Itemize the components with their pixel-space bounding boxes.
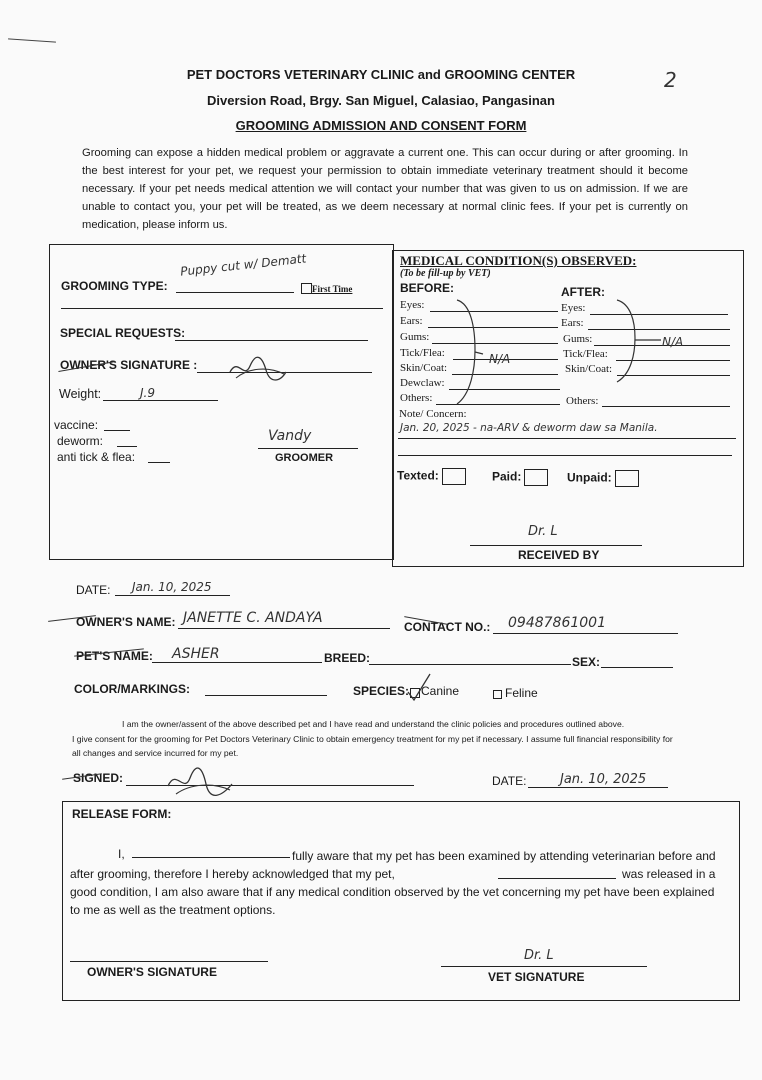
- release-i-label: I,: [118, 847, 125, 861]
- owner-name-label: OWNER'S NAME:: [76, 615, 176, 629]
- canine-label: Canine: [421, 684, 460, 698]
- date-value: Jan. 10, 2025: [132, 580, 212, 594]
- before-tickflea: Tick/Flea:: [400, 347, 445, 359]
- consent-line-2: I give consent for the grooming for Pet Doctors Veterinary Clinic to obtain emergency treatment for my pet if necessary. I assume full financial responsibility for all changes and service incurred for my pet.: [72, 734, 673, 758]
- deworm-label: deworm:: [57, 434, 104, 448]
- special-requests-field[interactable]: [175, 340, 368, 341]
- before-ears: Ears:: [400, 315, 423, 327]
- received-line[interactable]: [470, 545, 642, 546]
- clinic-address: Diversion Road, Brgy. San Miguel, Calasiao, Pangasinan: [207, 93, 555, 108]
- color-label: COLOR/MARKINGS:: [74, 682, 190, 696]
- first-time-label: First Time: [312, 284, 353, 294]
- clinic-name: PET DOCTORS VETERINARY CLINIC and GROOMING CENTER: [186, 67, 576, 82]
- vaccine-field[interactable]: [104, 430, 130, 431]
- after-others: Others:: [566, 395, 599, 407]
- note-label: Note/ Concern:: [399, 408, 467, 420]
- contact-field[interactable]: [493, 633, 678, 634]
- groomer-name: Vandy: [268, 428, 312, 444]
- grooming-type-value: Puppy cut w/ Dematt: [179, 251, 307, 279]
- received-name: Dr. L: [528, 524, 558, 539]
- note-value: Jan. 20, 2025 - na-ARV & deworm daw sa Manila.: [400, 422, 658, 434]
- owner-signature-label: OWNER'S SIGNATURE :: [60, 358, 198, 372]
- species-label: SPECIES:: [353, 684, 410, 698]
- vaccine-label: vaccine:: [54, 418, 99, 432]
- vet-sig-line[interactable]: [441, 966, 647, 967]
- after-others-field[interactable]: [602, 406, 730, 407]
- antitick-label: anti tick & flea:: [57, 450, 136, 464]
- sex-label: SEX:: [572, 655, 601, 669]
- groomer-label: GROOMER: [275, 452, 334, 464]
- corner-mark: 2: [664, 68, 677, 92]
- color-field[interactable]: [205, 695, 327, 696]
- texted-label: Texted:: [397, 468, 466, 485]
- breed-label: BREED:: [324, 651, 371, 665]
- weight-field[interactable]: [103, 400, 218, 401]
- weight-label: Weight:: [59, 387, 102, 401]
- antitick-field[interactable]: [148, 462, 170, 463]
- medical-title: MEDICAL CONDITION(S) OBSERVED:: [400, 253, 637, 268]
- feline-checkbox[interactable]: [493, 690, 502, 699]
- before-gums: Gums:: [400, 331, 430, 343]
- date2-value: Jan. 10, 2025: [560, 772, 647, 787]
- owner-sig-label: OWNER'S SIGNATURE: [87, 965, 217, 979]
- release-text-2: was released in a good condition, I am also aware that if any medical condition observed by the vet concerning my pet have been explained to me as well as the treatment options.: [70, 867, 716, 917]
- note-line-1[interactable]: [398, 438, 736, 439]
- before-gums-field[interactable]: [432, 343, 558, 344]
- before-others: Others:: [400, 392, 433, 404]
- release-text-1: fully aware that my pet has been examined by attending veterinarian before and after grooming, therefore I hereby acknowledged that my pet,: [70, 849, 716, 881]
- owner-name-field[interactable]: [178, 628, 390, 629]
- after-bracket: [615, 298, 665, 384]
- after-ears: Ears:: [561, 317, 584, 329]
- date-label: DATE:: [76, 583, 111, 597]
- before-bracket: [455, 298, 485, 408]
- consent-line-1: I am the owner/assent of the above described pet and I have read and understand the clinic policies and procedures outlined above.: [122, 719, 625, 729]
- texted-checkbox[interactable]: [442, 468, 466, 485]
- after-gums: Gums:: [563, 333, 593, 345]
- deworm-field[interactable]: [117, 446, 137, 447]
- feline-label: Feline: [505, 686, 538, 700]
- before-eyes-field[interactable]: [430, 311, 558, 312]
- special-requests-label: SPECIAL REQUESTS:: [60, 326, 186, 340]
- after-tickflea: Tick/Flea:: [563, 348, 608, 360]
- unpaid-checkbox[interactable]: [615, 470, 639, 487]
- grooming-type-label: GROOMING TYPE:: [61, 279, 168, 293]
- before-dewclaw: Dewclaw:: [400, 377, 445, 389]
- contact-label: CONTACT NO.:: [404, 620, 491, 634]
- owner-name-value: JANETTE C. ANDAYA: [183, 610, 323, 626]
- release-title: RELEASE FORM:: [72, 807, 172, 821]
- form-title: GROOMING ADMISSION AND CONSENT FORM: [235, 118, 527, 133]
- before-skincoat: Skin/Coat:: [400, 362, 448, 374]
- before-value: N/A: [489, 352, 511, 366]
- date2-field[interactable]: [528, 787, 668, 788]
- signed-signature-mark: [166, 762, 236, 802]
- after-label: AFTER:: [561, 285, 605, 299]
- after-skincoat: Skin/Coat:: [565, 363, 613, 375]
- vet-name: Dr. L: [524, 948, 554, 963]
- note-line-2[interactable]: [398, 455, 732, 456]
- first-time-checkbox[interactable]: [301, 283, 312, 294]
- pet-name-label: PET'S NAME:: [76, 649, 153, 663]
- sex-field[interactable]: [601, 667, 673, 668]
- before-eyes: Eyes:: [400, 299, 425, 311]
- contact-value: 09487861001: [508, 615, 606, 631]
- paid-checkbox[interactable]: [524, 469, 548, 486]
- unpaid-label: Unpaid:: [567, 470, 639, 487]
- breed-field[interactable]: [369, 664, 571, 665]
- grooming-type-field[interactable]: [176, 292, 294, 293]
- grooming-type-line-2[interactable]: [61, 308, 383, 309]
- groomer-line: [258, 448, 358, 449]
- before-ears-field[interactable]: [428, 327, 558, 328]
- date2-label: DATE:: [492, 774, 527, 788]
- medical-subtitle: (To be fill-up by VET): [400, 268, 491, 279]
- vet-sig-label: VET SIGNATURE: [488, 970, 585, 984]
- received-label: RECEIVED BY: [518, 548, 600, 562]
- intro-paragraph: Grooming can expose a hidden medical problem or aggravate a current one. This can occur during or after grooming. In the best interest for your pet, we request your permission to obtain immediate veterinary treatment should it become necessary. If your pet needs medical attention we will contact your number that was given to us on admission. If we are unable to contact you, your pet will be treated, as we deem necessary at normal clinic fees. If your pet is currently on medication, please inform us.: [82, 147, 688, 231]
- weight-value: J.9: [140, 386, 155, 400]
- after-eyes: Eyes:: [561, 302, 586, 314]
- pen-mark: [8, 38, 56, 42]
- pet-name-value: ASHER: [172, 646, 220, 662]
- paid-label: Paid:: [492, 469, 548, 486]
- pet-name-field[interactable]: [152, 662, 322, 663]
- date-field[interactable]: [115, 595, 230, 596]
- signed-label: SIGNED:: [73, 771, 124, 785]
- before-label: BEFORE:: [400, 281, 454, 295]
- owner-sig-line[interactable]: [70, 961, 268, 962]
- owner-signature-mark: [228, 352, 288, 384]
- after-value: N/A: [662, 335, 684, 349]
